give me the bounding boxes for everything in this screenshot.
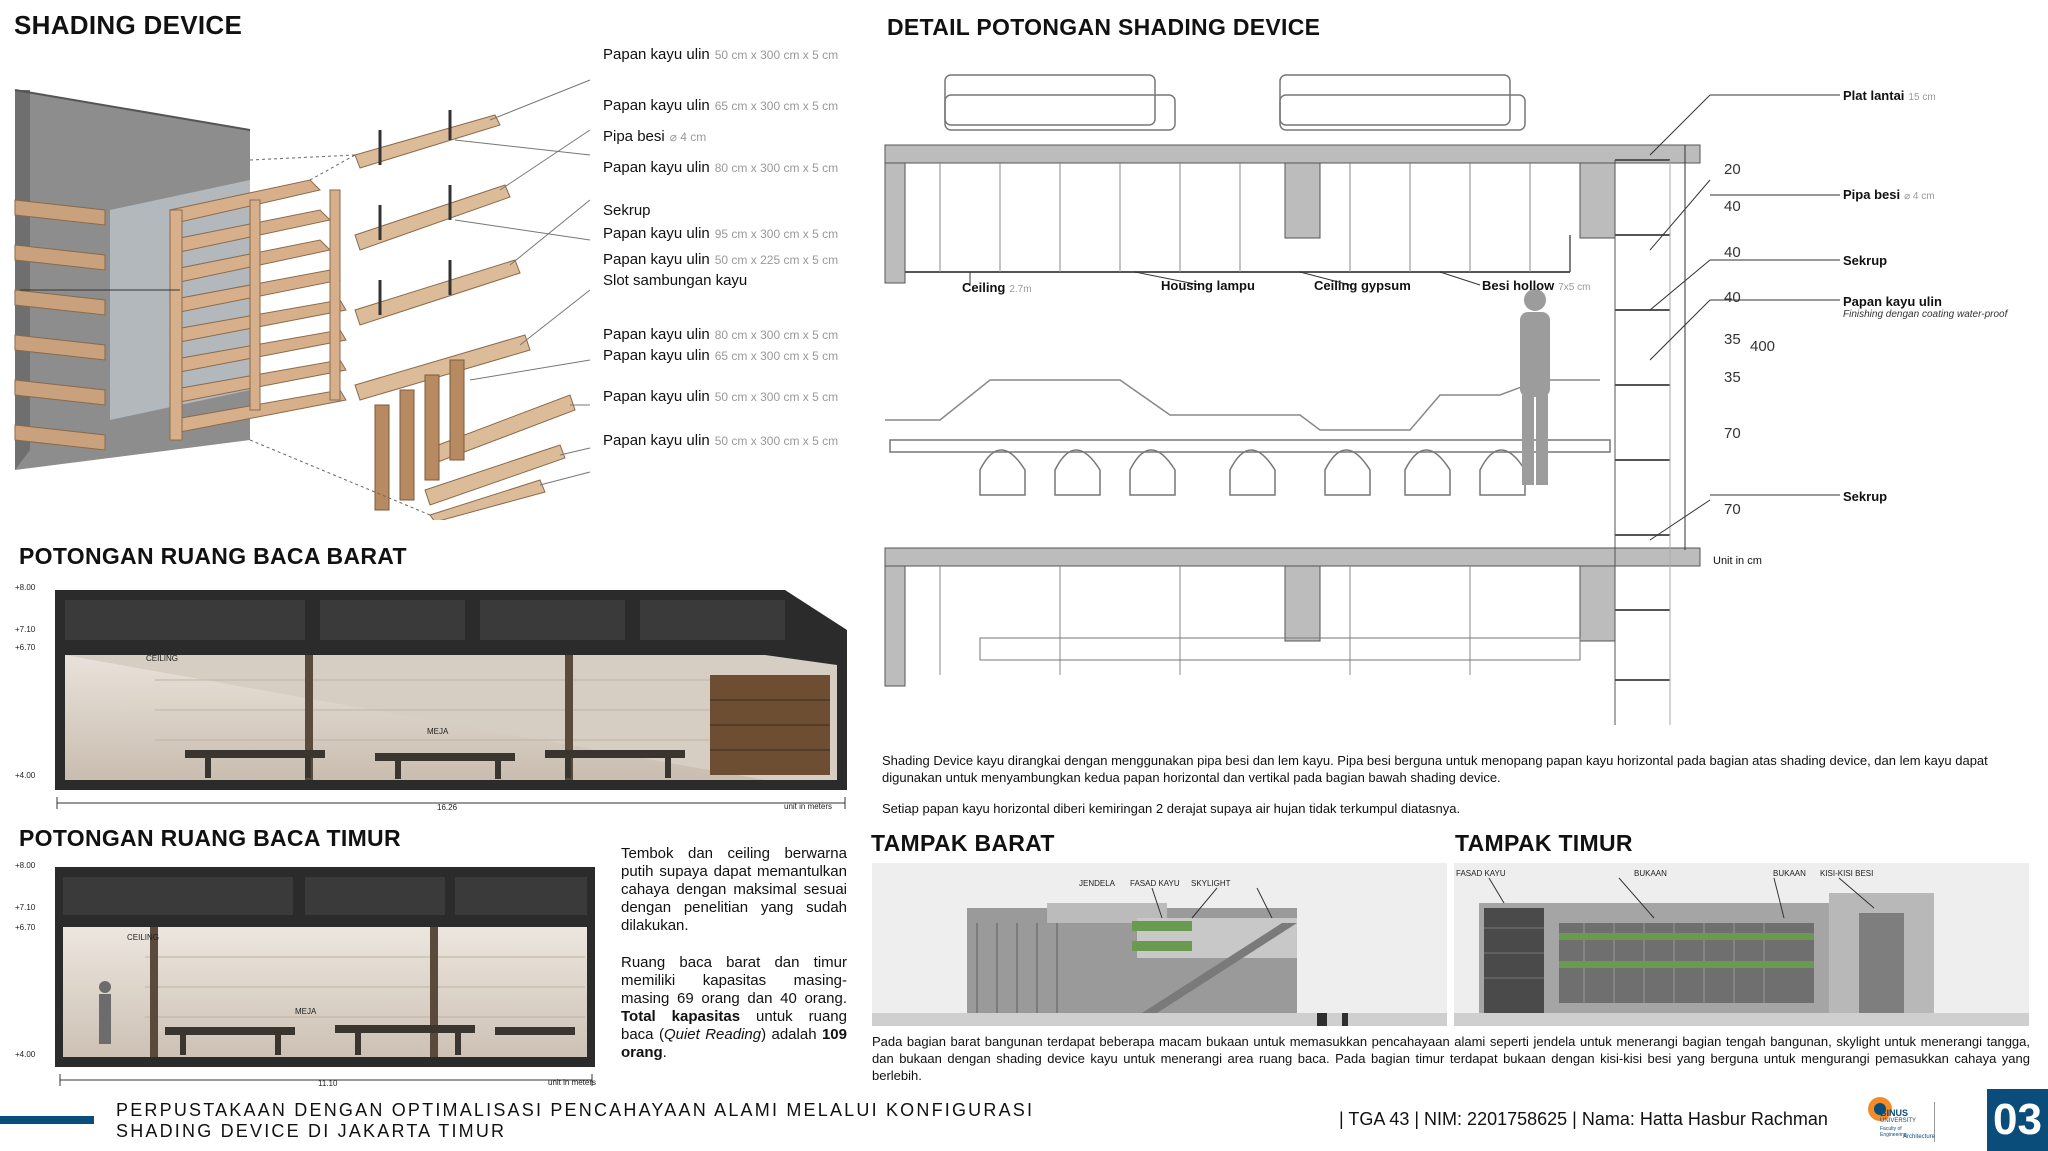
tampak-timur-title: TAMPAK TIMUR [1455,830,1633,856]
timur-paragraph-2: Ruang baca barat dan timur memiliki kapasitas masing-masing 69 orang dan 40 orang. Total kapasitas untuk ruang baca (Quiet Reading) adalah 109 orang. [621,954,847,1061]
label-hollow: Besi hollow 7x5 cm [1482,278,1591,293]
barat-section-title: POTONGAN RUANG BACA BARAT [19,543,407,569]
timur-level-3: +4.00 [15,1050,36,1059]
timur-label-fasad: FASAD KAYU [1456,869,1506,878]
label-papan-9: Papan kayu ulin 50 cm x 300 cm x 5 cm [603,432,839,449]
label-papan-7: Papan kayu ulin 65 cm x 300 cm x 5 cm [603,347,839,364]
footer-student-info: | TGA 43 | NIM: 2201758625 | Nama: Hatta Hasbur Rachman [1339,1109,1828,1129]
timur-label-bukaan-2: BUKAAN [1773,869,1806,878]
dim-7: 70 [1724,501,1741,518]
label-gypsum: Ceiling gypsum [1314,278,1411,293]
footer-title-line-1: PERPUSTAKAAN DENGAN OPTIMALISASI PENCAHAYAAN ALAMI MELALUI KONFIGURASI [116,1100,1035,1120]
timur-length: 11.10 [318,1079,338,1088]
barat-unit: unit in meters [784,802,833,811]
detail-leaders [1700,85,1850,505]
barat-section-render [55,590,847,790]
footer-title [116,1100,1034,1142]
shading-device-axonometric [10,60,600,520]
label-pipa-detail: Pipa besi ⌀ 4 cm [1843,187,1935,202]
label-slot: Slot sambungan kayu [603,272,748,289]
logo-department: Architecture [1903,1134,1936,1140]
tampak-barat-title: TAMPAK BARAT [871,830,1055,856]
barat-level-0: +8.00 [15,583,36,592]
label-plat: Plat lantai 15 cm [1843,88,1936,103]
barat-label-fasad: FASAD KAYU [1130,879,1180,888]
binus-logo-sub1: UNIVERSITY [1880,1118,1917,1124]
barat-level-2: +6.70 [15,643,36,652]
label-sekrup-2: Sekrup [1843,489,1888,504]
label-papan-1: Papan kayu ulin 50 cm x 300 cm x 5 cm [603,46,839,63]
detail-description-2: Setiap papan kayu horizontal diberi kemiringan 2 derajat supaya air hujan tidak terkumpul diatasnya. [882,801,1461,816]
timur-meja-label: MEJA [295,1007,317,1016]
timur-paragraph-1: Tembok dan ceiling berwarna putih supaya dapat memantulkan cahaya dengan maksimal sesuai dengan penelitian yang sudah dilakukan. [621,845,847,934]
dim-total: 400 [1750,338,1776,355]
dim-2: 40 [1724,244,1741,261]
timur-unit: unit in meters [548,1078,597,1087]
binus-logo-name: BINUS [1880,1108,1909,1118]
label-housing: Housing lampu [1161,278,1255,293]
label-papan-detail: Papan kayu ulin Finishing dengan coating water-proof [1843,294,2008,320]
barat-level-1: +7.10 [15,625,36,634]
tampak-timur-elevation [1454,863,2029,1026]
barat-meja-label: MEJA [427,727,449,736]
footer-title-line-2: SHADING DEVICE DI JAKARTA TIMUR [116,1121,507,1141]
label-papan-4: Papan kayu ulin 95 cm x 300 cm x 5 cm [603,225,839,242]
detail-title: DETAIL POTONGAN SHADING DEVICE [887,14,1321,40]
detail-description-1: Shading Device kayu dirangkai dengan menggunakan pipa besi dan lem kayu. Pipa besi berguna untuk menopang papan kayu horizontal pada bagian atas shading device, dan lem kayu dapat digunakan untuk menyambungkan kedua papan horizontal dan vertikal pada bagian bawah shading device. [882,753,1988,785]
timur-section-title: POTONGAN RUANG BACA TIMUR [19,825,401,851]
dim-4: 35 [1724,331,1741,348]
label-papan-6: Papan kayu ulin 80 cm x 300 cm x 5 cm [603,326,839,343]
barat-ceiling-label: CEILING [146,654,179,663]
label-papan-8: Papan kayu ulin 50 cm x 300 cm x 5 cm [603,388,839,405]
label-sekrup-1: Sekrup [1843,253,1888,268]
dim-5: 35 [1724,369,1741,386]
binus-logo-sub2: Faculty of Engineering [1880,1126,1907,1138]
timur-ceiling-label: CEILING [127,933,160,942]
label-sekrup: Sekrup [603,202,651,219]
timur-level-0: +8.00 [15,861,36,870]
barat-level-3: +4.00 [15,771,36,780]
label-papan-2: Papan kayu ulin 65 cm x 300 cm x 5 cm [603,97,839,114]
timur-label-kisi: KISI-KISI BESI [1820,869,1874,878]
timur-level-1: +7.10 [15,903,36,912]
detail-unit: Unit in cm [1713,555,1762,567]
detail-section-drawing [880,60,1720,735]
timur-level-2: +6.70 [15,923,36,932]
barat-label-skylight: SKYLIGHT [1191,879,1231,888]
label-papan-3: Papan kayu ulin 80 cm x 300 cm x 5 cm [603,159,839,176]
shading-device-title: SHADING DEVICE [14,10,243,40]
page-number: 03 [1987,1089,2048,1151]
dim-1: 40 [1724,198,1741,215]
barat-label-jendela: JENDELA [1079,879,1116,888]
timur-label-bukaan-1: BUKAAN [1634,869,1667,878]
dim-6: 70 [1724,425,1741,442]
timur-section-render [55,867,595,1067]
dim-0: 20 [1724,161,1741,178]
footer-accent-bar [0,1116,94,1124]
label-ceiling: Ceiling 2.7m [962,280,1032,295]
dim-3: 40 [1724,289,1741,306]
barat-length: 16.26 [437,803,458,812]
label-papan-5: Papan kayu ulin 50 cm x 225 cm x 5 cm [603,251,839,268]
tampak-description: Pada bagian barat bangunan terdapat beberapa macam bukaan untuk memasukkan pencahayaan alami seperti jendela untuk menerangi bagian tengah bangunan, skylight untuk menerangi tangga, dan bukaan dengan shading device kayu untuk menerangi area ruang baca. Pada bagian timur terdapat bukaan dengan kisi-kisi besi yang berguna untuk mengurangi pemasukkan cahaya yang berlebih. [872,1034,2030,1083]
label-pipa: Pipa besi ⌀ 4 cm [603,128,707,145]
